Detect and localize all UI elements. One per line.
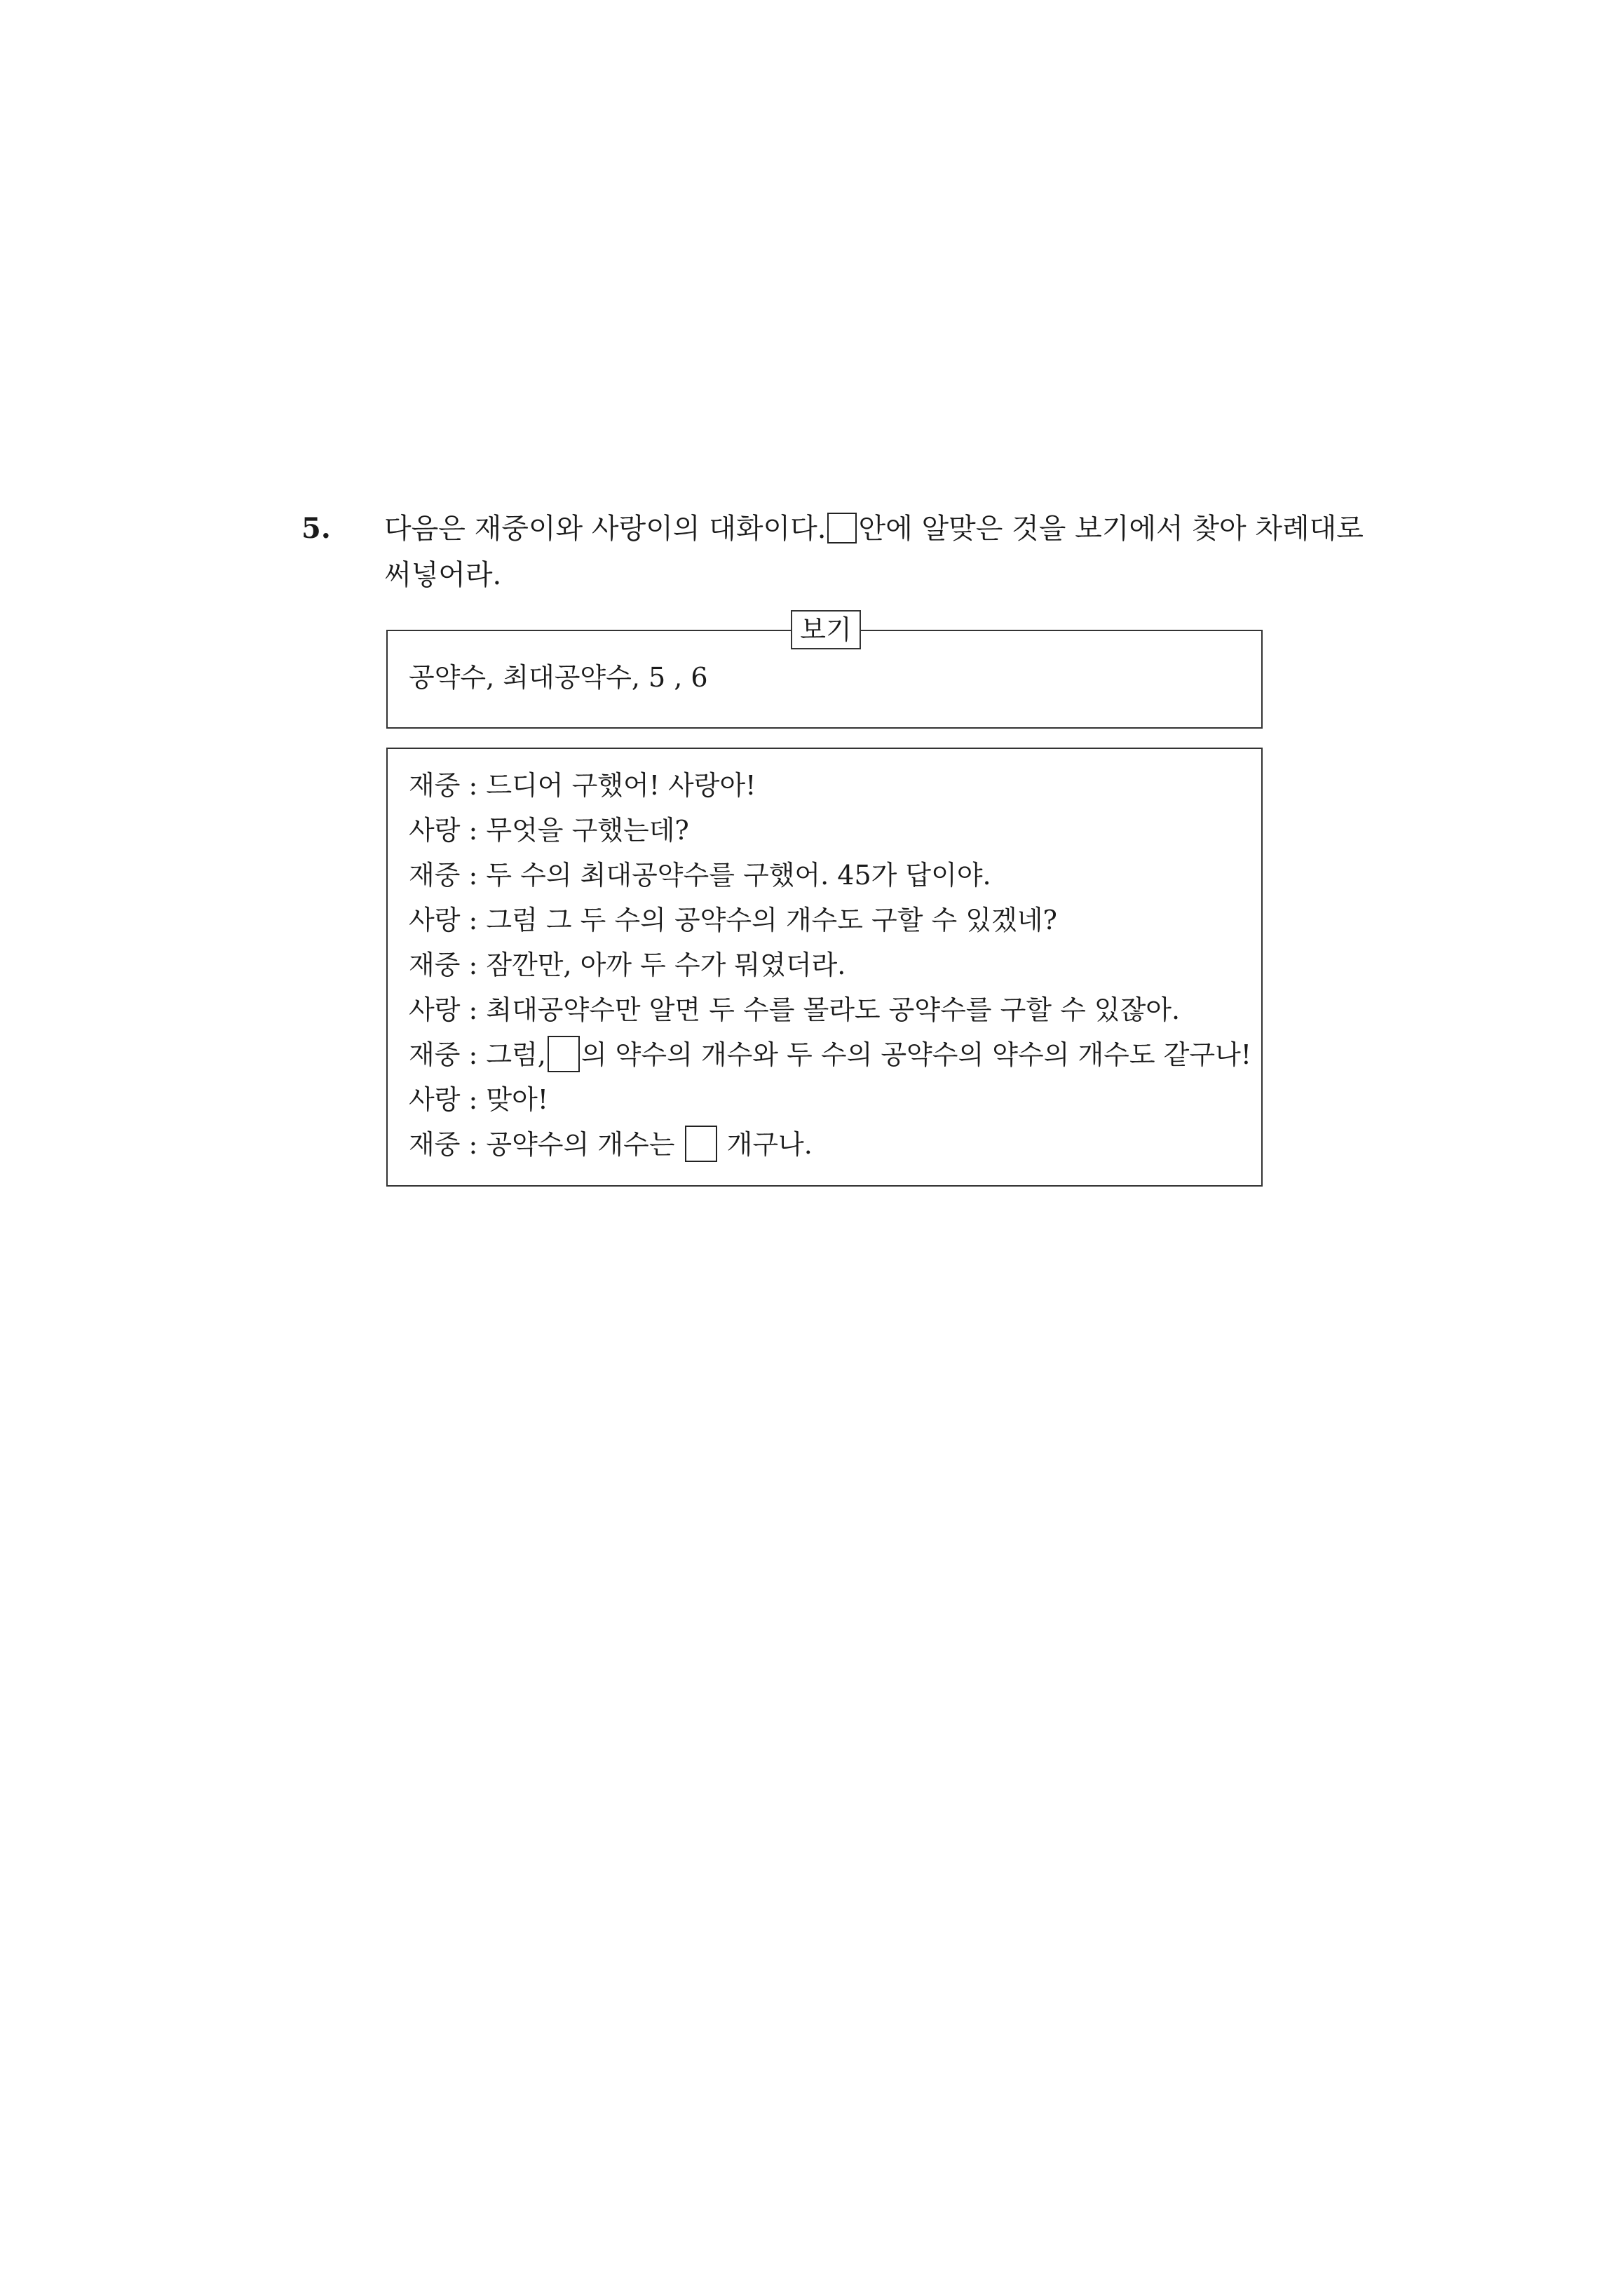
dialogue-line-with-blank — [409, 1122, 1254, 1167]
dialogue-line: 사랑 : 최대공약수만 알면 두 수를 몰라도 공약수를 구할 수 있잖아. — [409, 994, 1181, 1025]
dialogue-box — [386, 748, 1263, 1187]
dialogue-answer-blank-2[interactable] — [685, 1126, 717, 1162]
question-stem-line-1 — [384, 508, 1364, 550]
dialogue-line: 재중 : 드디어 구했어! 사랑아! — [409, 770, 756, 801]
bogi-box — [386, 614, 1263, 729]
stem-answer-blank[interactable] — [827, 513, 857, 543]
dialogue-text-after-blank: 의 약수의 개수와 두 수의 공약수의 약수의 개수도 같구나! — [580, 1039, 1252, 1070]
dialogue-line: 사랑 : 무엇을 구했는데? — [409, 815, 689, 846]
dialogue-line: 사랑 : 그럼 그 두 수의 공약수의 개수도 구할 수 있겠네? — [409, 905, 1057, 936]
bogi-title: 보기 — [791, 610, 861, 649]
dialogue-line: 사랑 : 맞아! — [409, 1084, 549, 1115]
dialogue-line: 재중 : 두 수의 최대공약수를 구했어. 45가 답이야. — [409, 860, 991, 891]
bogi-content: 공약수, 최대공약수, 5 , 6 — [409, 662, 708, 693]
dialogue-answer-blank-1[interactable] — [548, 1036, 580, 1072]
dialogue-line-with-blank — [409, 1032, 1254, 1077]
question-stem — [384, 508, 1364, 596]
question-stem-line-2: 써넣어라. — [384, 559, 502, 591]
stem-text-after-blank: 안에 알맞은 것을 보기에서 찾아 차례대로 — [858, 513, 1364, 545]
dialogue-text-before-blank: 재중 : 그럼, — [409, 1039, 546, 1070]
stem-text-before-blank: 다음은 재중이와 사랑이의 대화이다. — [384, 513, 827, 545]
dialogue-lines — [409, 763, 1254, 1167]
question-number: 5. — [301, 512, 331, 545]
dialogue-text-before-blank: 재중 : 공약수의 개수는 — [409, 1129, 675, 1160]
dialogue-line: 재중 : 잠깐만, 아까 두 수가 뭐였더라. — [409, 950, 846, 980]
dialogue-text-after-blank: 개구나. — [726, 1129, 813, 1160]
